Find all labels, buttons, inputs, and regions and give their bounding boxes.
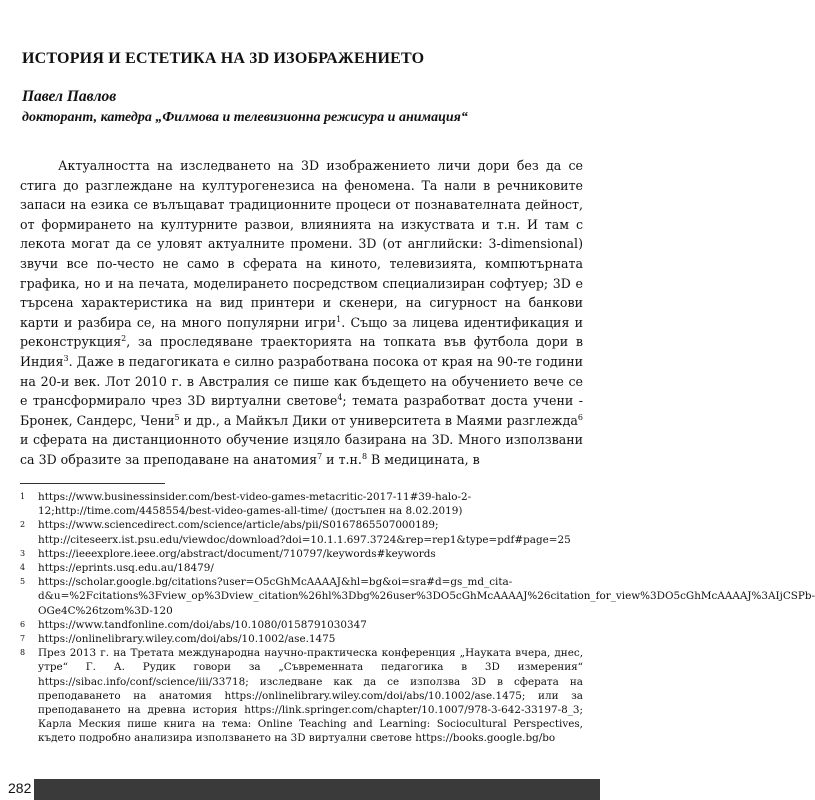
footnote-text[interactable]: https://scholar.google.bg/citations?user=O5cGhMcAAAAJ&hl=bg&oi=sra#d=gs_md_cita-d&u=%2Fcitations%3Fview_op%3Dview_citation%26hl%3Dbg%26user%3DO5cGhMcAAAAJ%26citation_for_view%3DO5cGhMcAAAAJ%3AIjCSPb-OGe4C%26tzom%3D-120 [38,576,815,617]
footnote-text[interactable]: През 2013 г. на Третата международна научно-практическа конференция „Науката вчера, днес, утре“ Г. А. Рудик говори за „Съвременната педагогика в 3D измерения“ https://sibac.info/conf/science/iii/33718; изследване как да се използва 3D в сферата на преподаването на анатомия https://onlinelibrary.wiley.com/doi/abs/10.1002/ase.1475; или за преподаването на древна история https://link.springer.com/chapter/10.1007/978-3-642-33197-8_3; Карла Меския пише книга на тема: Online Teaching and Learning: Sociocultural Perspectives, където подробно анализира използването на 3D виртуални светове https://books.google.bg/bo [38,647,583,745]
author-name: Павел Павлов [22,88,117,105]
author-affiliation: докторант, катедра „Филмова и телевизионна режисура и анимация“ [22,110,468,125]
footnote-text[interactable]: https://ieeexplore.ieee.org/abstract/document/710797/keywords#keywords [38,547,436,560]
body-text-segment: В медицината, в [367,451,480,467]
footnote-number: 3 [20,548,26,558]
footnote-ref[interactable]: 4 [337,392,343,402]
footnote-item [20,646,583,745]
footnote-item [20,490,583,518]
footnote-text[interactable]: https://www.sciencedirect.com/science/article/abs/pii/S0167865507000189; http://citeseerx.ist.psu.edu/viewdoc/download?doi=10.1.1.697.3724&rep=rep1&type=pdf#page=25 [38,519,571,546]
body-text-segment: и т.н. [322,451,362,467]
footnote-number: 5 [20,577,26,587]
footnote-number: 2 [20,520,26,530]
footnote-number: 4 [20,563,26,573]
footnote-item [20,561,583,575]
body-text-segment: . Даже в педагогиката е силно разработвана посока от края на 90-те години на 20-и век. Лот 2010 г. в Австралия се пише как бъдещето на обучението вече се е трансформирало чрез 3D виртуални светове [20,353,583,409]
footnote-item [20,518,583,546]
body-text-segment: . Също за лицева идентификация и реконструкция [20,314,584,350]
body-text-segment: и др., а Майкъл Дики от университета в Маями разглежда [179,412,578,428]
footnote-item [20,547,583,561]
page-number: 282 [8,780,32,796]
body-text-segment: Актуалността на изследването на 3D изображението личи дори без да се стига до разглеждане на културогенезиса на феномена. Та нали в речниковите запаси на езика се вълъщават традиционните процеси от познавателната дейност, от формирането на културните развои, влиянията на изкуствата и т.н. И там с лекота могат да се уловят актуалните промени. 3D (от английски: 3-dimensional) звучи все по-често не само в сферата на киното, телевизията, компютърната графика, но и на печата, моделирането посредством специализиран софтуер; 3D е търсена характеристика на вид принтери и скенери, на сигурност на банкови карти и разбира се, на много популярни игри [20,158,583,330]
footnote-number: 6 [20,619,26,629]
body-text-segment: ; темата разработват доста учени - Бронек, Сандерс, Чени [20,393,583,428]
footnote-number: 1 [20,492,26,501]
footnotes-list [20,490,815,746]
footnote-text[interactable]: https://onlinelibrary.wiley.com/doi/abs/10.1002/ase.1475 [38,633,336,646]
footnote-text[interactable]: https://www.businessinsider.com/best-video-games-metacritic-2017-11#39-halo-2-12;http://time.com/4458554/best-video-games-all-time/ (достъпен на 8.02.2019) [38,491,472,518]
footnote-item [20,575,815,618]
footnote-ref[interactable]: 6 [577,412,583,422]
footnote-ref[interactable]: 2 [121,334,127,344]
footnote-number: 8 [20,648,26,658]
footnote-separator [20,483,165,484]
footnote-ref[interactable]: 8 [361,451,368,461]
footnote-text[interactable]: https://www.tandfonline.com/doi/abs/10.1080/0158791030347 [38,618,367,631]
body-text-segment: , за проследяване траекторията на топката във футбола дори в Индия [20,334,583,369]
body-text-segment: и сферата на дистанционното обучение изцяло базирана на 3D. Много използвани са 3D образите за преподаване на анатомия [20,432,583,467]
footnote-ref[interactable]: 5 [174,412,180,422]
article-title: ИСТОРИЯ И ЕСТЕТИКА НА 3D ИЗОБРАЖЕНИЕТО [22,50,425,67]
footnote-number: 7 [20,634,26,644]
footer-bar [34,779,600,800]
footnote-item [20,618,583,632]
body-text [20,156,583,470]
footnote-ref[interactable]: 1 [336,314,342,324]
footnote-ref[interactable]: 7 [317,451,323,461]
footnote-text[interactable]: https://eprints.usq.edu.au/18479/ [38,562,214,575]
footnote-ref[interactable]: 3 [63,353,69,363]
body-paragraph [20,156,583,470]
footnote-item [20,632,583,646]
